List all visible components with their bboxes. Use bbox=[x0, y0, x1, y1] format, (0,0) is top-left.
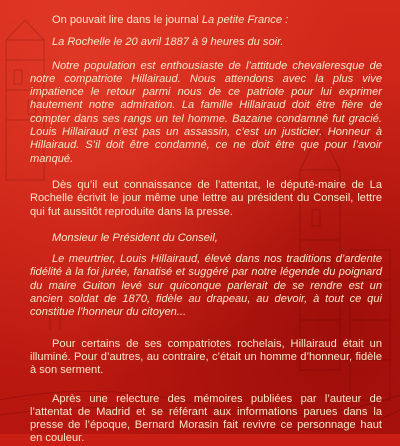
intro-lead-text: On pouvait lire dans le journal bbox=[52, 14, 202, 26]
letter-salutation: Monsieur le Président du Conseil, bbox=[52, 231, 218, 244]
article-quote: Notre population est enthousiaste de l’attitude chevaleresque de notre compatriote Hillairaud. Nous attendons avec la plus vive impatience le retour parmi nous de ce patriote pour lui exprimer hautement notre admiration. La famille Hillairaud doit être fière de compter dans ses rangs un tel homme. Bazaine condamné fut gracié. Louis Hillairaud n’est pas un assassin, c’est un justicier. Honneur à Hillairaud. S’il doit être condamné, ce ne doit être que pour l’avoir manqué. bbox=[30, 59, 382, 165]
closing-paragraph: Après une relecture des mémoires publiées par l’auteur de l’attentat de Madrid et se référant aux informations parues dans la presse de l’époque, Bernard Morasin fait revivre ce personnage haut en couleur. bbox=[30, 392, 382, 445]
letter-quote: Le meurtrier, Louis Hillairaud, élevé dans nos traditions d’ardente fidélité à la foi jurée, fanatisé et suggéré par notre légende du poignard du maire Guiton levé sur quiconque parlerait de se rendre est un ancien soldat de 1870, fidèle au drapeau, au devoir, à tout ce qui constitue l’honneur du citoyen... bbox=[30, 253, 382, 319]
opinions-paragraph: Pour certains de ses compatriotes rochelais, Hillairaud était un illuminé. Pour d’autres, au contraire, c’était un homme d’honneur, fidèle à son serment. bbox=[30, 337, 382, 377]
article-text-column bbox=[30, 14, 382, 446]
mayor-paragraph: Dès qu’il eut connaissance de l’attentat, le député-maire de La Rochelle écrivit le jour même une lettre au président du Conseil, lettre qui fut aussitôt reproduite dans la presse. bbox=[30, 178, 382, 218]
dateline: La Rochelle le 20 avril 1887 à 9 heures du soir. bbox=[52, 36, 284, 49]
intro-paragraph bbox=[30, 14, 382, 27]
journal-name: La petite France : bbox=[201, 14, 289, 26]
